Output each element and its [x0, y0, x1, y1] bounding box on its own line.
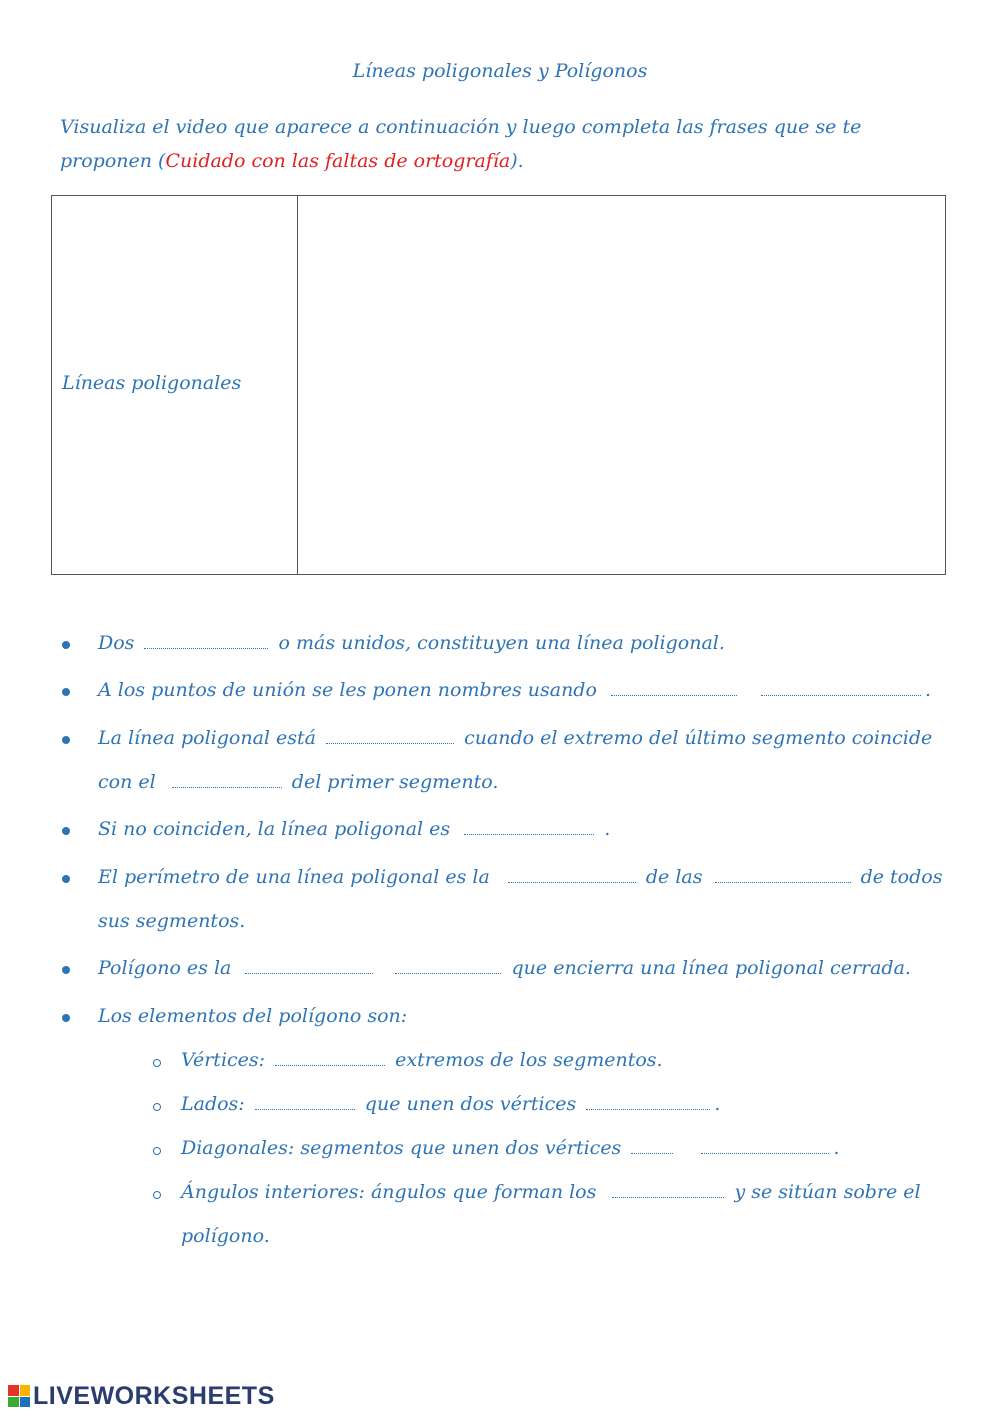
subitem-lados-text: que unen dos vértices: [364, 1093, 577, 1115]
sentence-4-start: Si no coinciden, la línea poligonal es: [98, 818, 451, 840]
sentence-6-end: que encierra una línea poligonal cerrada.: [511, 957, 911, 979]
blank-input[interactable]: [586, 1095, 710, 1110]
sentence-1: [98, 632, 725, 654]
spelling-warning: Cuidado con las faltas de ortografía: [165, 150, 511, 172]
blank-input[interactable]: [255, 1095, 355, 1110]
blank-input[interactable]: [701, 1139, 829, 1154]
sentence-6: [98, 957, 911, 979]
sentence-3-mid: cuando el extremo del último segmento coincide: [464, 727, 933, 749]
sentence-2: [98, 679, 931, 701]
sentence-5-mid: de las: [645, 866, 703, 888]
sentence-1-end: o más unidos, constituyen una línea poligonal.: [278, 632, 725, 654]
bullet-icon: [62, 736, 70, 744]
sentence-3-cont: [98, 771, 498, 793]
blank-input[interactable]: [245, 959, 373, 974]
instructions: [60, 110, 940, 178]
subitem-diagonales-text: Diagonales: segmentos que unen dos vértices: [181, 1137, 622, 1159]
bullet-icon: [62, 827, 70, 835]
sentence-2-end: .: [925, 679, 932, 701]
subitem-vertices: [181, 1049, 663, 1071]
sentence-7: [98, 1005, 407, 1027]
instructions-text: Visualiza el video que aparece a continuación y luego completa las frases que se te proponen (: [60, 116, 862, 172]
bullet-icon: [62, 1014, 70, 1022]
subitem-angulos-end: polígono.: [181, 1225, 270, 1247]
sentence-3-cont-start: con el: [98, 771, 156, 793]
subitem-lados: [181, 1093, 720, 1115]
blank-input[interactable]: [144, 634, 268, 649]
blank-input[interactable]: [715, 868, 851, 883]
sub-bullet-icon: [153, 1103, 161, 1111]
video-table: [51, 195, 946, 575]
blank-input[interactable]: [395, 959, 501, 974]
sentence-5-cont: [98, 910, 245, 932]
page-title: Líneas poligonales y Polígonos: [352, 60, 648, 82]
blank-input[interactable]: [172, 773, 282, 788]
sentence-5: [98, 866, 942, 888]
bullet-icon: [62, 966, 70, 974]
liveworksheets-logo-icon: [8, 1385, 30, 1407]
sentence-4-end: .: [604, 818, 611, 840]
sub-bullet-icon: [153, 1191, 161, 1199]
sentence-5-end: sus segmentos.: [98, 910, 246, 932]
bullet-icon: [62, 875, 70, 883]
blank-input[interactable]: [631, 1139, 673, 1154]
brand-name: LIVEWORKSHEETS: [33, 1381, 275, 1410]
subitem-diagonales: [181, 1137, 839, 1159]
video-label-cell: [52, 196, 298, 574]
subitem-angulos-text: Ángulos interiores: ángulos que forman los: [181, 1181, 597, 1203]
sentence-5-mid2: de todos: [860, 866, 943, 888]
subitem-lados-end: .: [714, 1093, 721, 1115]
blank-input[interactable]: [612, 1183, 724, 1198]
sentence-7-text: Los elementos del polígono son:: [98, 1005, 408, 1027]
subitem-angulos-cont: [181, 1225, 270, 1247]
sentence-6-start: Polígono es la: [98, 957, 232, 979]
video-placeholder[interactable]: [298, 196, 945, 574]
blank-input[interactable]: [508, 868, 636, 883]
sentence-2-start: A los puntos de unión se les ponen nombres usando: [98, 679, 597, 701]
video-label: Líneas poligonales: [62, 372, 242, 394]
blank-input[interactable]: [761, 681, 921, 696]
blank-input[interactable]: [275, 1051, 385, 1066]
subitem-vertices-text: extremos de los segmentos.: [395, 1049, 663, 1071]
blank-input[interactable]: [611, 681, 737, 696]
sub-bullet-icon: [153, 1059, 161, 1067]
subitem-lados-label: Lados:: [181, 1093, 245, 1115]
sub-bullet-icon: [153, 1147, 161, 1155]
subitem-angulos: [181, 1181, 921, 1203]
bullet-icon: [62, 688, 70, 696]
sentence-3-start: La línea poligonal está: [98, 727, 316, 749]
subitem-vertices-label: Vértices:: [181, 1049, 266, 1071]
subitem-angulos-mid: y se sitúan sobre el: [734, 1181, 921, 1203]
subitem-diagonales-end: .: [833, 1137, 840, 1159]
sentence-3-end: del primer segmento.: [291, 771, 499, 793]
sentence-3: [98, 727, 932, 749]
blank-input[interactable]: [464, 820, 594, 835]
bullet-icon: [62, 641, 70, 649]
sentence-5-start: El perímetro de una línea poligonal es la: [98, 866, 490, 888]
sentence-1-start: Dos: [98, 632, 135, 654]
instructions-end: ).: [510, 150, 524, 172]
footer-brand: [8, 1381, 275, 1411]
blank-input[interactable]: [326, 729, 454, 744]
sentence-4: [98, 818, 610, 840]
